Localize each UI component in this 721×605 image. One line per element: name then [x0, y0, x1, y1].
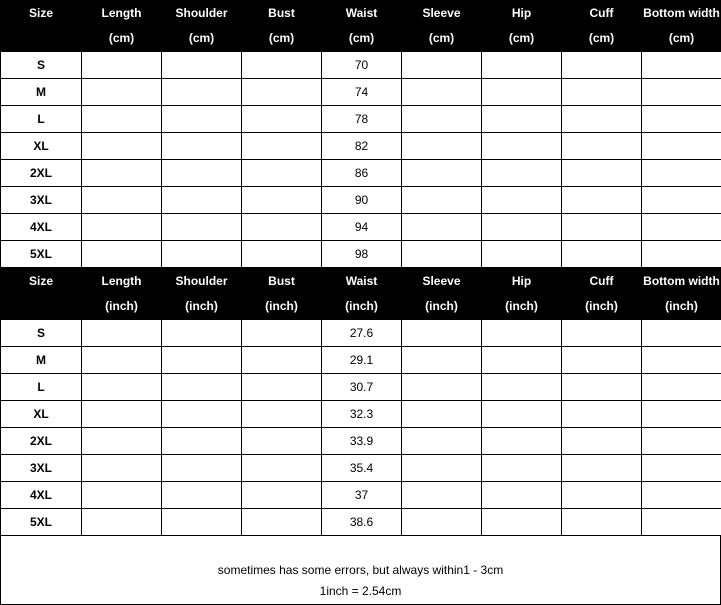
table-row [1, 133, 721, 160]
measure-cell [402, 106, 482, 133]
measure-cell: 90 [322, 187, 402, 214]
measure-cell [242, 241, 322, 268]
col-header-unit: (inch) [162, 294, 241, 319]
measure-cell [82, 79, 162, 106]
col-header-shoulder [162, 269, 242, 320]
table-row [1, 455, 721, 482]
col-header-bust [242, 269, 322, 320]
measure-cell [562, 482, 642, 509]
measure-cell [642, 52, 721, 79]
measure-cell [402, 214, 482, 241]
measure-cell [82, 428, 162, 455]
col-header-hip [482, 1, 562, 52]
measure-cell [162, 428, 242, 455]
measure-cell [402, 509, 482, 536]
measure-cell [82, 455, 162, 482]
col-header-length [82, 269, 162, 320]
measure-cell [402, 52, 482, 79]
col-header-cuff [562, 269, 642, 320]
table-row [1, 241, 721, 268]
measure-cell [242, 401, 322, 428]
col-header-shoulder [162, 1, 242, 52]
measure-cell [162, 455, 242, 482]
measure-cell [162, 347, 242, 374]
measure-cell [482, 187, 562, 214]
measure-cell: 94 [322, 214, 402, 241]
col-header-unit: (inch) [242, 294, 321, 319]
measure-cell [242, 133, 322, 160]
measure-cell [242, 106, 322, 133]
measure-cell [402, 347, 482, 374]
size-cell: XL [1, 133, 82, 160]
measure-cell [82, 347, 162, 374]
measurement-note [0, 536, 721, 605]
table-row [1, 401, 721, 428]
measure-cell [242, 428, 322, 455]
measure-cell [162, 401, 242, 428]
col-header-unit: (inch) [82, 294, 161, 319]
measure-cell: 74 [322, 79, 402, 106]
size-cell: 5XL [1, 241, 82, 268]
measure-cell [242, 214, 322, 241]
measure-cell [82, 509, 162, 536]
measure-cell [642, 320, 721, 347]
col-header-unit: (cm) [82, 26, 161, 51]
measure-cell [482, 455, 562, 482]
measure-cell [562, 52, 642, 79]
measure-cell [482, 482, 562, 509]
measure-cell: 86 [322, 160, 402, 187]
size-table-inch [0, 268, 721, 536]
header-row [1, 269, 721, 320]
size-cell: 5XL [1, 509, 82, 536]
measure-cell [402, 79, 482, 106]
measure-cell [562, 214, 642, 241]
size-cell: L [1, 374, 82, 401]
measure-cell [82, 482, 162, 509]
table-row [1, 79, 721, 106]
measure-cell [242, 187, 322, 214]
measure-cell [562, 106, 642, 133]
measure-cell [562, 241, 642, 268]
measure-cell: 70 [322, 52, 402, 79]
measure-cell [242, 455, 322, 482]
measure-cell [482, 241, 562, 268]
measure-cell [642, 428, 721, 455]
measure-cell [162, 106, 242, 133]
measure-cell [82, 106, 162, 133]
col-header-unit: (cm) [642, 26, 721, 51]
measure-cell [82, 187, 162, 214]
measure-cell [82, 52, 162, 79]
measure-cell [402, 241, 482, 268]
col-header-label: Length [102, 274, 142, 288]
measure-cell [162, 79, 242, 106]
table-row [1, 106, 721, 133]
col-header-unit: (cm) [402, 26, 481, 51]
measure-cell [242, 374, 322, 401]
col-header-label: Shoulder [175, 6, 227, 20]
measure-cell [242, 52, 322, 79]
measure-cell [162, 187, 242, 214]
measure-cell [242, 320, 322, 347]
measure-cell [482, 79, 562, 106]
col-header-label: Size [29, 274, 53, 288]
col-header-unit: (cm) [162, 26, 241, 51]
measure-cell [562, 347, 642, 374]
measure-cell [82, 401, 162, 428]
col-header-label: Waist [346, 274, 378, 288]
measure-cell [642, 347, 721, 374]
measure-cell: 38.6 [322, 509, 402, 536]
measure-cell [482, 428, 562, 455]
measure-cell [482, 133, 562, 160]
size-cell: 4XL [1, 482, 82, 509]
measure-cell: 37 [322, 482, 402, 509]
measure-cell [82, 160, 162, 187]
measure-cell [242, 509, 322, 536]
measure-cell: 82 [322, 133, 402, 160]
measure-cell [642, 187, 721, 214]
size-cell: L [1, 106, 82, 133]
col-header-bottom-width [642, 269, 721, 320]
col-header-label: Sleeve [422, 6, 460, 20]
measure-cell [562, 401, 642, 428]
measure-cell [402, 455, 482, 482]
measure-cell: 30.7 [322, 374, 402, 401]
col-header-unit: (cm) [562, 26, 641, 51]
col-header-length [82, 1, 162, 52]
measure-cell [642, 241, 721, 268]
size-cell: S [1, 52, 82, 79]
measure-cell [82, 133, 162, 160]
measure-cell [162, 241, 242, 268]
table-row [1, 428, 721, 455]
measure-cell [162, 52, 242, 79]
col-header-label: Hip [512, 274, 531, 288]
measure-cell [642, 79, 721, 106]
measure-cell: 33.9 [322, 428, 402, 455]
col-header-label: Size [29, 6, 53, 20]
size-cell: XL [1, 401, 82, 428]
col-header-sleeve [402, 269, 482, 320]
measure-cell [162, 320, 242, 347]
measure-cell [482, 106, 562, 133]
note-error-tolerance: sometimes has some errors, but always within1 - 3cm [1, 560, 720, 581]
measure-cell: 29.1 [322, 347, 402, 374]
size-cell: S [1, 320, 82, 347]
size-cell: M [1, 347, 82, 374]
col-header-label: Cuff [590, 274, 614, 288]
col-header-label: Bottom width [643, 274, 720, 288]
measure-cell: 98 [322, 241, 402, 268]
measure-cell: 27.6 [322, 320, 402, 347]
measure-cell [642, 106, 721, 133]
col-header-unit: (cm) [482, 26, 561, 51]
measure-cell [402, 428, 482, 455]
col-header-label: Hip [512, 6, 531, 20]
measure-cell [642, 214, 721, 241]
measure-cell [242, 347, 322, 374]
size-cell: 2XL [1, 160, 82, 187]
measure-cell [562, 374, 642, 401]
table-row [1, 482, 721, 509]
measure-cell [562, 187, 642, 214]
measure-cell [162, 160, 242, 187]
measure-cell [482, 347, 562, 374]
measure-cell [642, 401, 721, 428]
measure-cell [482, 509, 562, 536]
measure-cell [482, 320, 562, 347]
col-header-unit: (inch) [562, 294, 641, 319]
header-row [1, 1, 721, 52]
measure-cell [242, 79, 322, 106]
size-cell: M [1, 79, 82, 106]
col-header-size [1, 1, 82, 52]
col-header-label: Sleeve [422, 274, 460, 288]
table-row [1, 320, 721, 347]
col-header-cuff [562, 1, 642, 52]
measure-cell [642, 482, 721, 509]
measure-cell [562, 509, 642, 536]
col-header-waist [322, 269, 402, 320]
col-header-hip [482, 269, 562, 320]
measure-cell [402, 401, 482, 428]
table-row [1, 187, 721, 214]
col-header-bust [242, 1, 322, 52]
measure-cell [162, 133, 242, 160]
col-header-label: Waist [346, 6, 378, 20]
measure-cell [162, 214, 242, 241]
size-table-cm [0, 0, 721, 268]
measure-cell [82, 214, 162, 241]
size-cell: 4XL [1, 214, 82, 241]
measure-cell [482, 374, 562, 401]
measure-cell [562, 160, 642, 187]
col-header-label: Length [102, 6, 142, 20]
col-header-bottom-width [642, 1, 721, 52]
measure-cell [482, 52, 562, 79]
col-header-unit: (inch) [402, 294, 481, 319]
col-header-unit: (cm) [322, 26, 401, 51]
size-cell: 3XL [1, 455, 82, 482]
measure-cell [402, 133, 482, 160]
measure-cell [562, 455, 642, 482]
measure-cell [642, 133, 721, 160]
measure-cell [402, 160, 482, 187]
measure-cell [562, 428, 642, 455]
col-header-unit: (inch) [642, 294, 721, 319]
measure-cell [162, 509, 242, 536]
note-conversion: 1inch = 2.54cm [1, 581, 720, 602]
measure-cell [402, 374, 482, 401]
measure-cell [562, 79, 642, 106]
table-row [1, 374, 721, 401]
size-cell: 3XL [1, 187, 82, 214]
measure-cell [562, 133, 642, 160]
measure-cell [242, 482, 322, 509]
measure-cell [82, 320, 162, 347]
col-header-waist [322, 1, 402, 52]
table-row [1, 52, 721, 79]
measure-cell [82, 374, 162, 401]
measure-cell [82, 241, 162, 268]
col-header-label: Bottom width [643, 6, 720, 20]
col-header-label: Shoulder [175, 274, 227, 288]
measure-cell [482, 401, 562, 428]
table-row [1, 509, 721, 536]
measure-cell: 78 [322, 106, 402, 133]
measure-cell: 35.4 [322, 455, 402, 482]
measure-cell [162, 374, 242, 401]
table-row [1, 347, 721, 374]
measure-cell [482, 214, 562, 241]
measure-cell [642, 160, 721, 187]
measure-cell [242, 160, 322, 187]
measure-cell [482, 160, 562, 187]
measure-cell [402, 482, 482, 509]
measure-cell [562, 320, 642, 347]
measure-cell [162, 482, 242, 509]
col-header-sleeve [402, 1, 482, 52]
measure-cell [402, 320, 482, 347]
measure-cell: 32.3 [322, 401, 402, 428]
measure-cell [642, 455, 721, 482]
size-cell: 2XL [1, 428, 82, 455]
col-header-unit: (inch) [482, 294, 561, 319]
col-header-label: Bust [268, 6, 295, 20]
measure-cell [642, 374, 721, 401]
col-header-size [1, 269, 82, 320]
table-row [1, 160, 721, 187]
measure-cell [642, 509, 721, 536]
col-header-unit: (cm) [242, 26, 321, 51]
col-header-unit: (inch) [322, 294, 401, 319]
measure-cell [402, 187, 482, 214]
col-header-label: Cuff [590, 6, 614, 20]
table-row [1, 214, 721, 241]
col-header-label: Bust [268, 274, 295, 288]
